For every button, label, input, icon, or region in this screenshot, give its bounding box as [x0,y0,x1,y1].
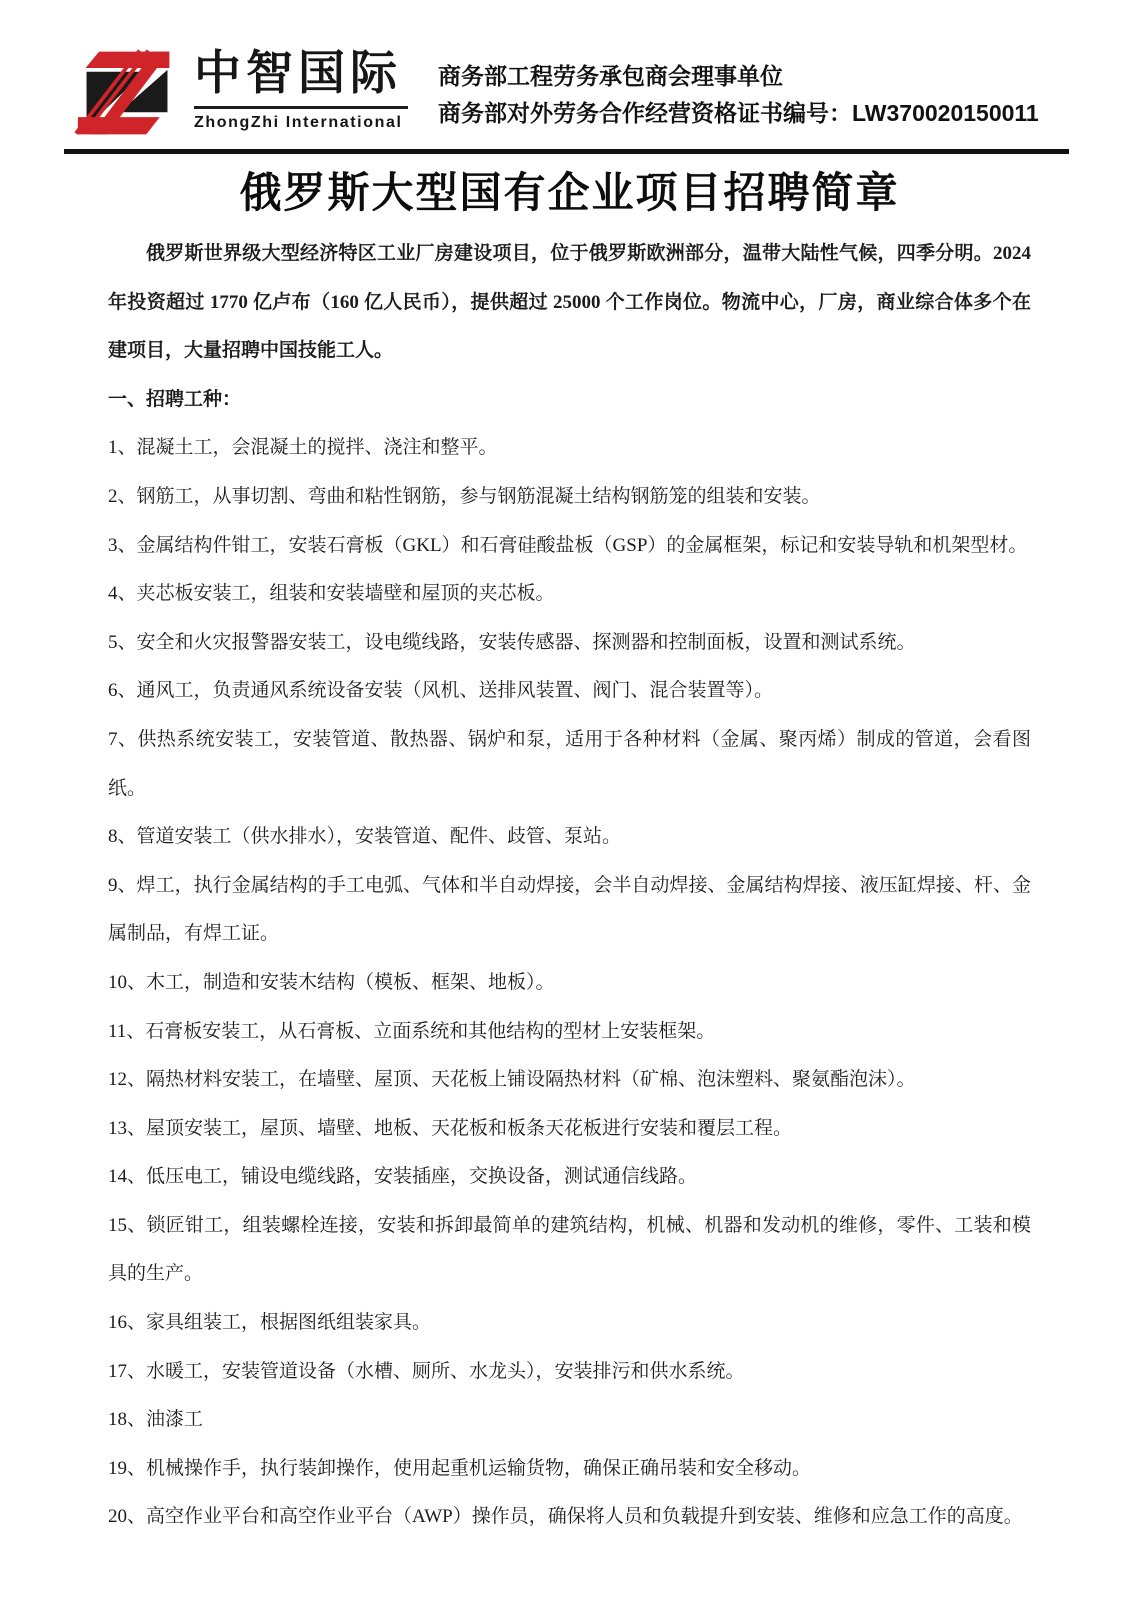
header-divider [64,149,1069,154]
document-body [0,166,1131,1542]
job-item: 11、石膏板安装工，从石膏板、立面系统和其他结构的型材上安装框架。 [108,1020,716,1042]
job-item: 18、油漆工 [108,1409,204,1431]
letterhead [0,0,1131,140]
credential-label: 商务部对外劳务合作经营资格证书编号： [438,101,852,126]
job-item: 2、钢筋工，从事切割、弯曲和粘性钢筋，参与钢筋混凝土结构钢筋笼的组装和安装。 [108,485,821,507]
credentials-block [438,46,1039,132]
intro-paragraph: 俄罗斯世界级大型经济特区工业厂房建设项目，位于俄罗斯欧洲部分，温带大陆性气候，四季分明。2024 年投资超过 1770 亿卢布（160 亿人民币），提供超过 25000 个工作岗位。物流中心，厂房，商业综合体多个在建项目，大量招聘中国技能工人。 [108,243,1031,362]
job-item: 8、管道安装工（供水排水），安装管道、配件、歧管、泵站。 [108,826,622,848]
job-item: 4、夹芯板安装工，组装和安装墙壁和屋顶的夹芯板。 [108,583,555,605]
section-heading: 一、招聘工种： [108,388,242,410]
job-item: 12、隔热材料安装工，在墙壁、屋顶、天花板上铺设隔热材料（矿棉、泡沫塑料、聚氨酯泡沫）。 [108,1069,916,1091]
credential-number: LW370020150011 [852,100,1039,126]
job-item: 1、混凝土工，会混凝土的搅拌、浇注和整平。 [108,437,498,459]
zhongzhi-z-logo-icon [74,46,180,140]
document-title: 俄罗斯大型国有企业项目招聘简章 [239,171,900,217]
company-name-en: ZhongZhi International [194,114,403,132]
logo-divider [194,106,408,109]
job-item: 14、低压电工，铺设电缆线路，安装插座，交换设备，测试通信线路。 [108,1166,698,1188]
job-item: 17、水暖工，安装管道设备（水槽、厕所、水龙头），安装排污和供水系统。 [108,1360,745,1382]
job-item: 20、高空作业平台和高空作业平台（AWP）操作员，确保将人员和负载提升到安装、维修和应急工作的高度。 [108,1506,1023,1528]
company-name-cn: 中智国际 [194,46,402,99]
job-item: 15、锁匠钳工，组装螺栓连接，安装和拆卸最简单的建筑结构，机械、机器和发动机的维修，零件、工装和模具的生产。 [108,1214,1031,1285]
job-item: 9、焊工，执行金属结构的手工电弧、气体和半自动焊接，会半自动焊接、金属结构焊接、液压缸焊接、杆、金属制品，有焊工证。 [108,874,1031,945]
job-item: 6、通风工，负责通风系统设备安装（风机、送排风装置、阀门、混合装置等）。 [108,680,774,702]
job-item: 16、家具组装工，根据图纸组装家具。 [108,1312,432,1334]
job-item: 7、供热系统安装工，安装管道、散热器、锅炉和泵，适用于各种材料（金属、聚丙烯）制成的管道，会看图纸。 [108,728,1031,799]
company-logo [74,46,412,140]
job-item: 3、金属结构件钳工，安装石膏板（GKL）和石膏硅酸盐板（GSP）的金属框架，标记和安装导轨和机架型材。 [108,534,1028,556]
job-list [108,424,1031,1542]
job-item: 13、屋顶安装工，屋顶、墙壁、地板、天花板和板条天花板进行安装和覆层工程。 [108,1117,793,1139]
credential-line-1: 商务部工程劳务承包商会理事单位 [438,64,783,89]
job-item: 19、机械操作手，执行装卸操作，使用起重机运输货物，确保正确吊装和安全移动。 [108,1457,812,1479]
logo-text [194,46,412,132]
job-item: 10、木工，制造和安装木结构（模板、框架、地板）。 [108,971,555,993]
job-item: 5、安全和火灾报警器安装工，设电缆线路，安装传感器、探测器和控制面板，设置和测试系统。 [108,631,916,653]
credential-line-2 [438,95,1039,132]
